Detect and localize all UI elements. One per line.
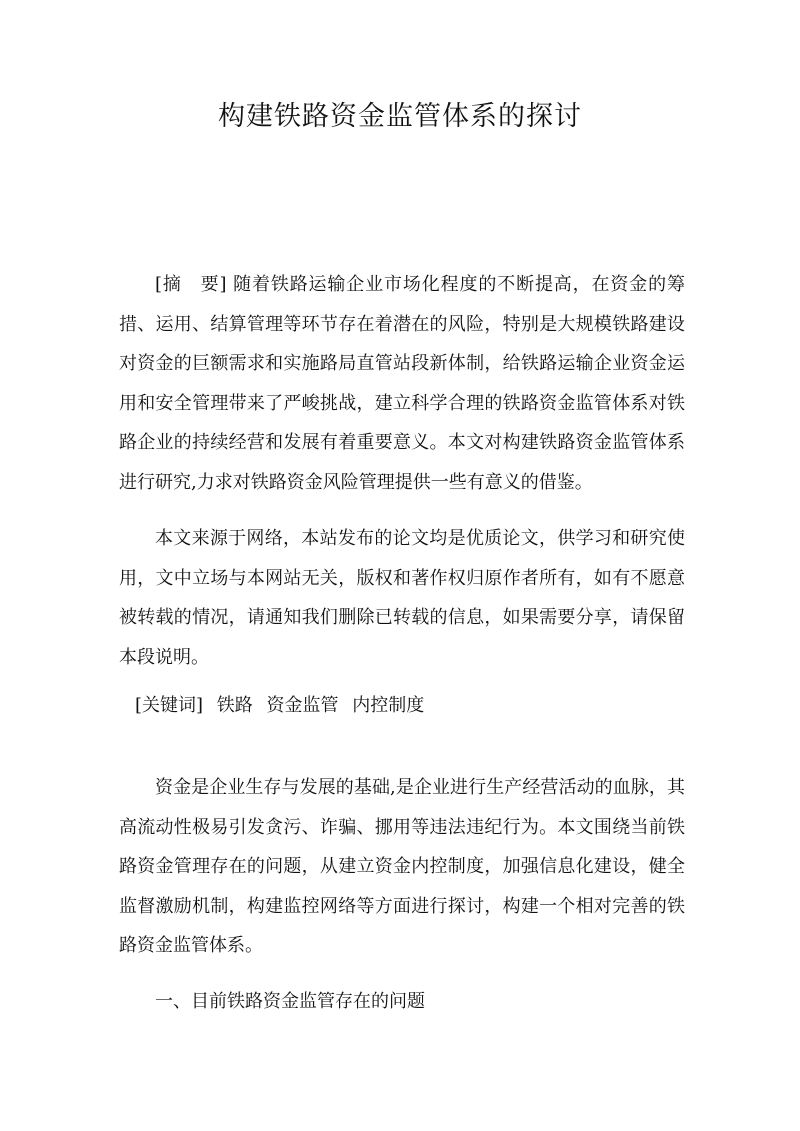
introduction-paragraph: 资金是企业生存与发展的基础,是企业进行生产经营活动的血脉，其高流动性极易引发贪污、诈骗、挪用等违法违纪行为。本文围绕当前铁路资金管理存在的问题，从建立资金内控制度，加强信息化建设，健全监督激励机制，构建监控网络等方面进行探讨，构建一个相对完善的铁路资金监管体系。 [119,777,685,956]
abstract-section [119,265,685,502]
section-heading: 一、目前铁路资金监管存在的问题 [155,991,425,1012]
keywords-line [135,686,424,725]
keyword: 资金监管 [266,695,339,716]
abstract-paragraph: [摘 要] 随着铁路运输企业市场化程度的不断提高，在资金的筹措、运用、结算管理等环节存在着潜在的风险，特别是大规模铁路建设对资金的巨额需求和实施路局直管站段新体制，给铁路运输企业资金运用和安全管理带来了严峻挑战，建立科学合理的铁路资金监管体系对铁路企业的持续经营和发展有着重要意义。本文对构建铁路资金监管体系进行研究,力求对铁路资金风险管理提供一些有意义的借鉴。 [119,274,685,493]
keywords-label: [关键词] [135,695,204,716]
page-title: 构建铁路资金监管体系的探讨 [218,101,582,132]
source-note-section [119,519,685,677]
introduction-section [119,768,685,966]
keyword: 铁路 [216,695,253,716]
keyword: 内控制度 [352,695,425,716]
source-note-paragraph: 本文来源于网络，本站发布的论文均是优质论文，供学习和研究使用，文中立场与本网站无关，版权和著作权归原作者所有，如有不愿意被转载的情况，请通知我们删除已转载的信息，如果需要分享，请保留本段说明。 [119,528,685,668]
